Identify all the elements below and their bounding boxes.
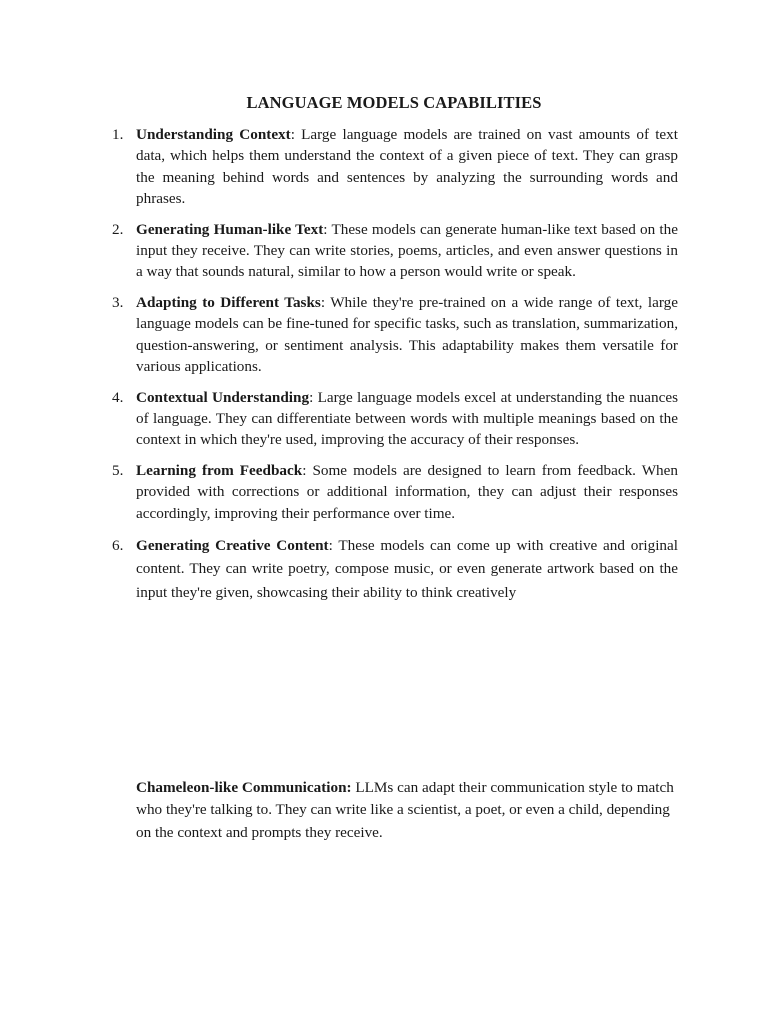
list-item-heading: Contextual Understanding bbox=[136, 388, 310, 406]
list-item-number: 6. bbox=[112, 536, 124, 554]
list-item bbox=[107, 534, 678, 605]
list-item-text: : These models can come up with creative and original content. They can write poetry, compose music, or even generate artwork based on the input they're given, showcasing their ability to think creatively bbox=[136, 536, 678, 601]
closing-paragraph bbox=[136, 777, 678, 844]
list-item-text: : While they're pre-trained on a wide range of text, large language models can be fine-tuned for specific tasks, such as translation, summarization, question-answering, or sentiment analysis. This adaptability makes them versatile for various applications. bbox=[136, 294, 678, 375]
list-item bbox=[107, 219, 678, 283]
list-item-text: : Some models are designed to learn from feedback. When provided with corrections or additional information, they can adjust their responses accordingly, improving their performance over time. bbox=[136, 462, 678, 522]
list-item bbox=[107, 124, 678, 209]
list-item-number: 1. bbox=[112, 126, 124, 143]
list-item-text: : Large language models are trained on vast amounts of text data, which helps them understand the context of a given piece of text. They can grasp the meaning behind words and sentences by analyzing the surrounding words and phrases. bbox=[136, 126, 678, 207]
list-item-heading: Understanding Context bbox=[136, 126, 291, 143]
closing-heading: Chameleon-like Communication: bbox=[136, 779, 352, 797]
closing-text: LLMs can adapt their communication style to match who they're talking to. They can write like a scientist, a poet, or even a child, depending on the context and prompts they receive. bbox=[136, 779, 674, 841]
list-item bbox=[107, 292, 678, 377]
list-item-number: 3. bbox=[112, 294, 124, 312]
list-item-heading: Learning from Feedback bbox=[136, 462, 303, 480]
document-title: LANGUAGE MODELS CAPABILITIES bbox=[246, 93, 542, 112]
list-item-text: : These models can generate human-like text based on the input they receive. They can write stories, poems, articles, and even answer questions in a way that sounds natural, similar to how a person would write or speak. bbox=[136, 220, 678, 281]
list-item-number: 5. bbox=[112, 462, 124, 480]
list-item-heading: Adapting to Different Tasks bbox=[136, 294, 321, 312]
list-item-number: 4. bbox=[112, 388, 124, 406]
list-item-text: : Large language models excel at understanding the nuances of language. They can differentiate between words with multiple meanings based on the context in which they're used, improving the accuracy of their responses. bbox=[136, 388, 678, 449]
list-item bbox=[107, 460, 678, 524]
list-item-heading: Generating Human-like Text bbox=[136, 220, 324, 238]
list-item bbox=[107, 387, 678, 451]
list-item-number: 2. bbox=[112, 220, 124, 238]
list-item-heading: Generating Creative Content bbox=[136, 536, 329, 554]
capabilities-list bbox=[107, 124, 678, 614]
